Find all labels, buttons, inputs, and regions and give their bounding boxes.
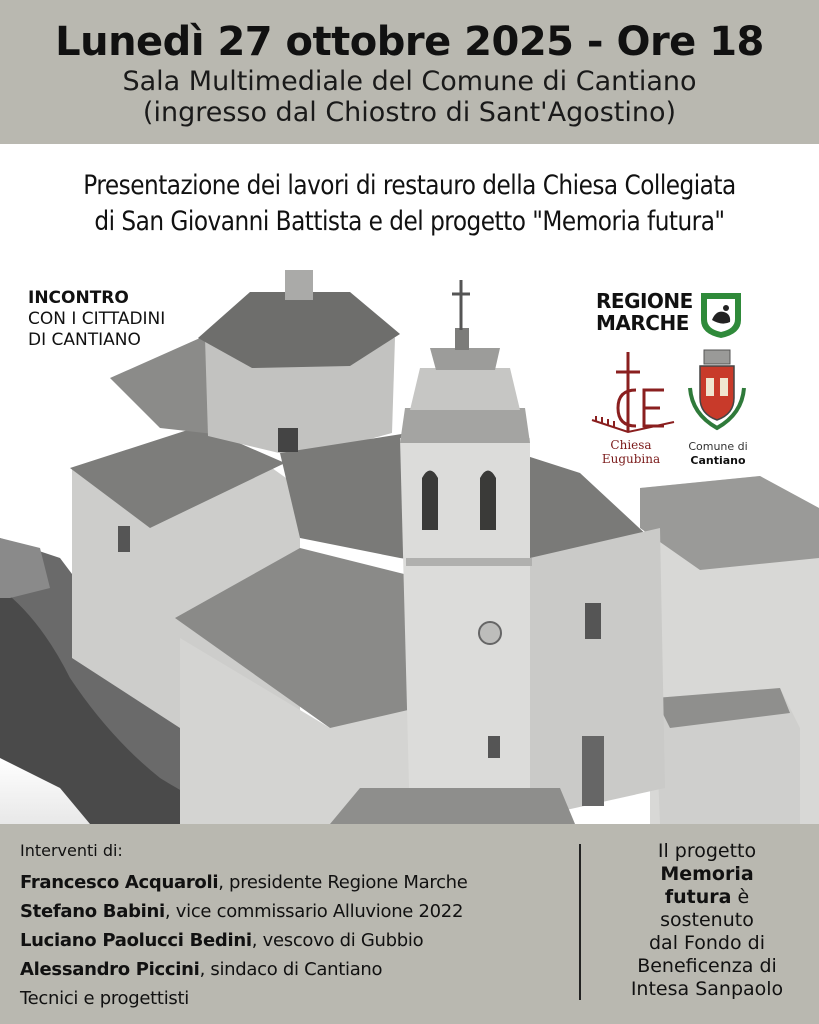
speaker-role: , sindaco di Cantiano — [199, 959, 383, 980]
meeting-note — [28, 288, 165, 351]
speaker-row — [20, 868, 568, 897]
header-band — [0, 0, 819, 144]
support-after-bold: è — [731, 886, 750, 908]
speaker-role: , vice commissario Alluvione 2022 — [164, 901, 464, 922]
footer-divider — [579, 844, 581, 1000]
speaker-role: , vescovo di Gubbio — [251, 930, 424, 951]
event-date-time: Lunedì 27 ottobre 2025 - Ore 18 — [55, 19, 764, 65]
event-title-line-2: di San Giovanni Battista e del progetto "Memoria futura" — [94, 206, 725, 237]
footer-band — [0, 824, 819, 1024]
speaker-row — [20, 897, 568, 926]
speaker-name: Francesco Acquaroli — [20, 872, 219, 893]
speakers-intro: Interventi di: — [20, 841, 123, 860]
comune-cantiano-label — [680, 440, 756, 468]
venue-line-1: Sala Multimediale del Comune di Cantiano — [122, 66, 697, 97]
event-title — [57, 168, 761, 240]
support-bold-2: futura — [664, 886, 732, 908]
speakers-list — [20, 840, 568, 1013]
chiesa-label-line-1: Chiesa — [610, 438, 652, 452]
regione-line-1: REGIONE — [596, 289, 693, 313]
speaker-row — [20, 955, 568, 984]
speaker-row — [20, 926, 568, 955]
meeting-note-line-1: INCONTRO — [28, 288, 129, 308]
support-line-1: Il progetto — [657, 840, 757, 862]
regione-marche-logo-icon — [698, 290, 744, 340]
support-line-6: Intesa Sanpaolo — [630, 978, 784, 1000]
chiesa-eugubina-label — [588, 438, 674, 466]
speaker-role: , presidente Regione Marche — [218, 872, 468, 893]
speaker-name: Stefano Babini — [20, 901, 165, 922]
support-line-3: sostenuto — [660, 909, 754, 931]
speaker-name: Alessandro Piccini — [20, 959, 200, 980]
support-line-4: dal Fondo di — [648, 932, 765, 954]
comune-label-line-2: Cantiano — [690, 454, 746, 467]
chiesa-label-line-2: Eugubina — [601, 452, 661, 466]
speaker-name: Luciano Paolucci Bedini — [20, 930, 252, 951]
support-line-5: Beneficenza di — [637, 955, 777, 977]
speakers-technicians: Tecnici e progettisti — [20, 988, 189, 1009]
cantiano-crest-icon — [686, 348, 748, 432]
regione-marche-wordmark — [596, 290, 693, 334]
regione-line-2: MARCHE — [596, 311, 689, 335]
support-note — [600, 840, 814, 1001]
venue-line-2: (ingresso dal Chiostro di Sant'Agostino) — [142, 97, 677, 128]
event-title-line-1: Presentazione dei lavori di restauro della Chiesa Collegiata — [83, 170, 736, 201]
support-bold-1: Memoria — [660, 863, 754, 885]
comune-label-line-1: Comune di — [688, 440, 748, 453]
meeting-note-line-3: DI CANTIANO — [28, 330, 141, 350]
meeting-note-line-2: CON I CITTADINI — [28, 309, 166, 329]
